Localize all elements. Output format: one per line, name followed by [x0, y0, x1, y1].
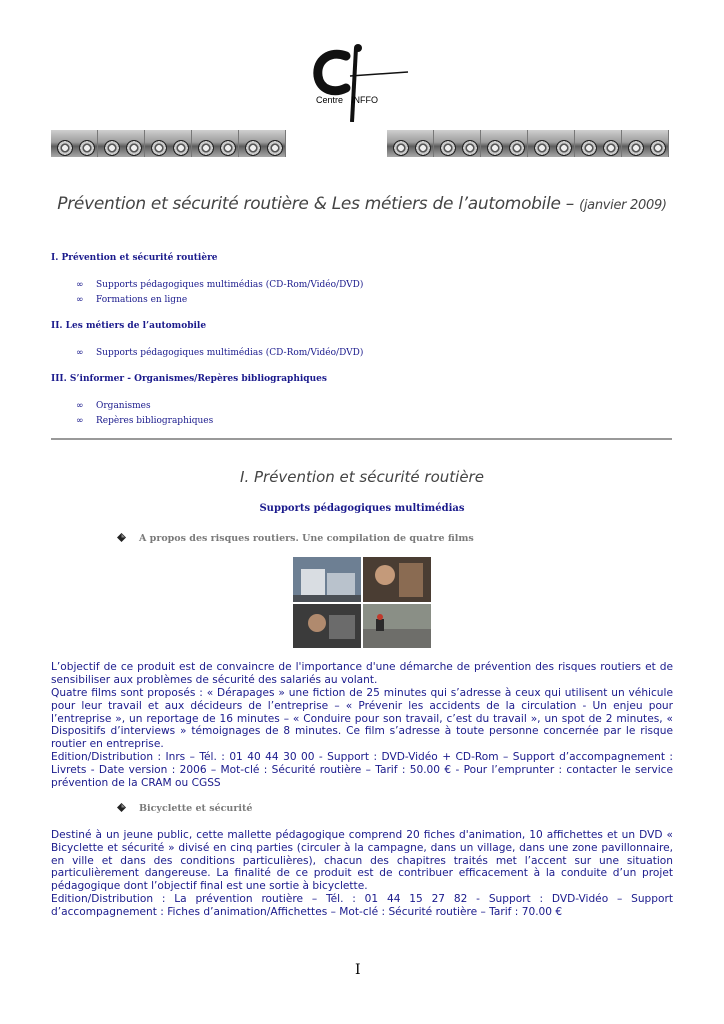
toc-heading-1[interactable]: I. Prévention et sécurité routière [51, 253, 218, 263]
bullet-icon: ∞ [76, 280, 84, 290]
toc-item[interactable]: Repères bibliographiques [96, 416, 214, 426]
section-title: I. Prévention et sécurité routière [240, 468, 484, 486]
section-divider [51, 438, 672, 440]
paragraph: Edition/Distribution : La prévention routière – Tél. : 01 44 15 27 82 - Support : DVD-Vidéo – Support d’accompagnement : Fiches d’animation/Affichettes – Mot-clé : Sécurité routière – Tarif : 70.00 € [51, 893, 673, 918]
page-title-main: Prévention et sécurité routière & Les métiers de l’automobile – [57, 194, 574, 214]
centre-inffo-logo [312, 42, 410, 122]
toc-item[interactable]: Organismes [96, 401, 151, 411]
toc-heading-2[interactable]: II. Les métiers de l’automobile [51, 321, 207, 331]
logo-text-centre: Centre [316, 95, 344, 105]
page-title [0, 194, 724, 214]
bullet-icon: ∞ [76, 401, 84, 411]
car-banner-right [387, 130, 669, 157]
diamond-bullet-icon [117, 533, 126, 542]
paragraph: Edition/Distribution : Inrs – Tél. : 01 40 44 30 00 - Support : DVD-Vidéo + CD-Rom – Support d’accompagnement : Livrets - Date version : 2006 – Mot-clé : Sécurité routière – Tarif : 50.00 € - Pour l’emprunter : contacter le service prévention de la CRAM ou CGSS [51, 751, 673, 789]
toc-item[interactable]: Formations en ligne [96, 295, 188, 305]
paragraph: Destiné à un jeune public, cette mallette pédagogique comprend 20 fiches d'animation, 10 affichettes et un DVD « Bicyclette et sécurité » divisé en cinq parties (circuler à la campagne, dans un village, dans une zone pavillonnaire, en ville et dans des conditions particulières), chacun des chapitres traités met l’accent sur une situation particulièrement dangereuse. La finalité de ce produit est de contribuer efficacement à la conduite d’un projet pédagogique dont l’objectif final est une sortie à bicyclette. [51, 829, 673, 893]
film-compilation-photo [293, 557, 431, 648]
bullet-icon: ∞ [76, 416, 84, 426]
item-title: A propos des risques routiers. Une compilation de quatre films [139, 533, 474, 544]
toc-item[interactable]: Supports pédagogiques multimédias (CD-Rom/Vidéo/DVD) [96, 348, 364, 358]
item-title: Bicyclette et sécurité [139, 803, 253, 814]
page-number: I [355, 962, 361, 978]
section-subtitle: Supports pédagogiques multimédias [259, 503, 465, 514]
diamond-bullet-icon [117, 803, 126, 812]
page-title-date: (janvier 2009) [579, 198, 667, 213]
bullet-icon: ∞ [76, 348, 84, 358]
paragraph: L’objectif de ce produit est de convaincre de l'importance d'une démarche de prévention des risques routiers et de sensibiliser aux problèmes de sécurité des salariés au volant. [51, 661, 673, 686]
paragraph: Quatre films sont proposés : « Dérapages » une fiction de 25 minutes qui s’adresse à ceux qui utilisent un véhicule pour leur travail et aux décideurs de l’entreprise – « Prévenir les accidents de la circulation - Un enjeu pour l’entreprise », un reportage de 16 minutes – « Conduire pour son travail, c’est du travail », un spot de 2 minutes, « Dispositifs d’interviews » témoignages de 8 minutes. Ce film s’adresse à toute personne concernée par le risque routier en entreprise. [51, 687, 673, 751]
logo-text-inffo: INFFO [351, 95, 378, 105]
toc-heading-3[interactable]: III. S’informer - Organismes/Repères bibliographiques [51, 374, 327, 384]
bullet-icon: ∞ [76, 295, 84, 305]
toc-item[interactable]: Supports pédagogiques multimédias (CD-Rom/Vidéo/DVD) [96, 280, 364, 290]
car-banner-left [51, 130, 286, 157]
